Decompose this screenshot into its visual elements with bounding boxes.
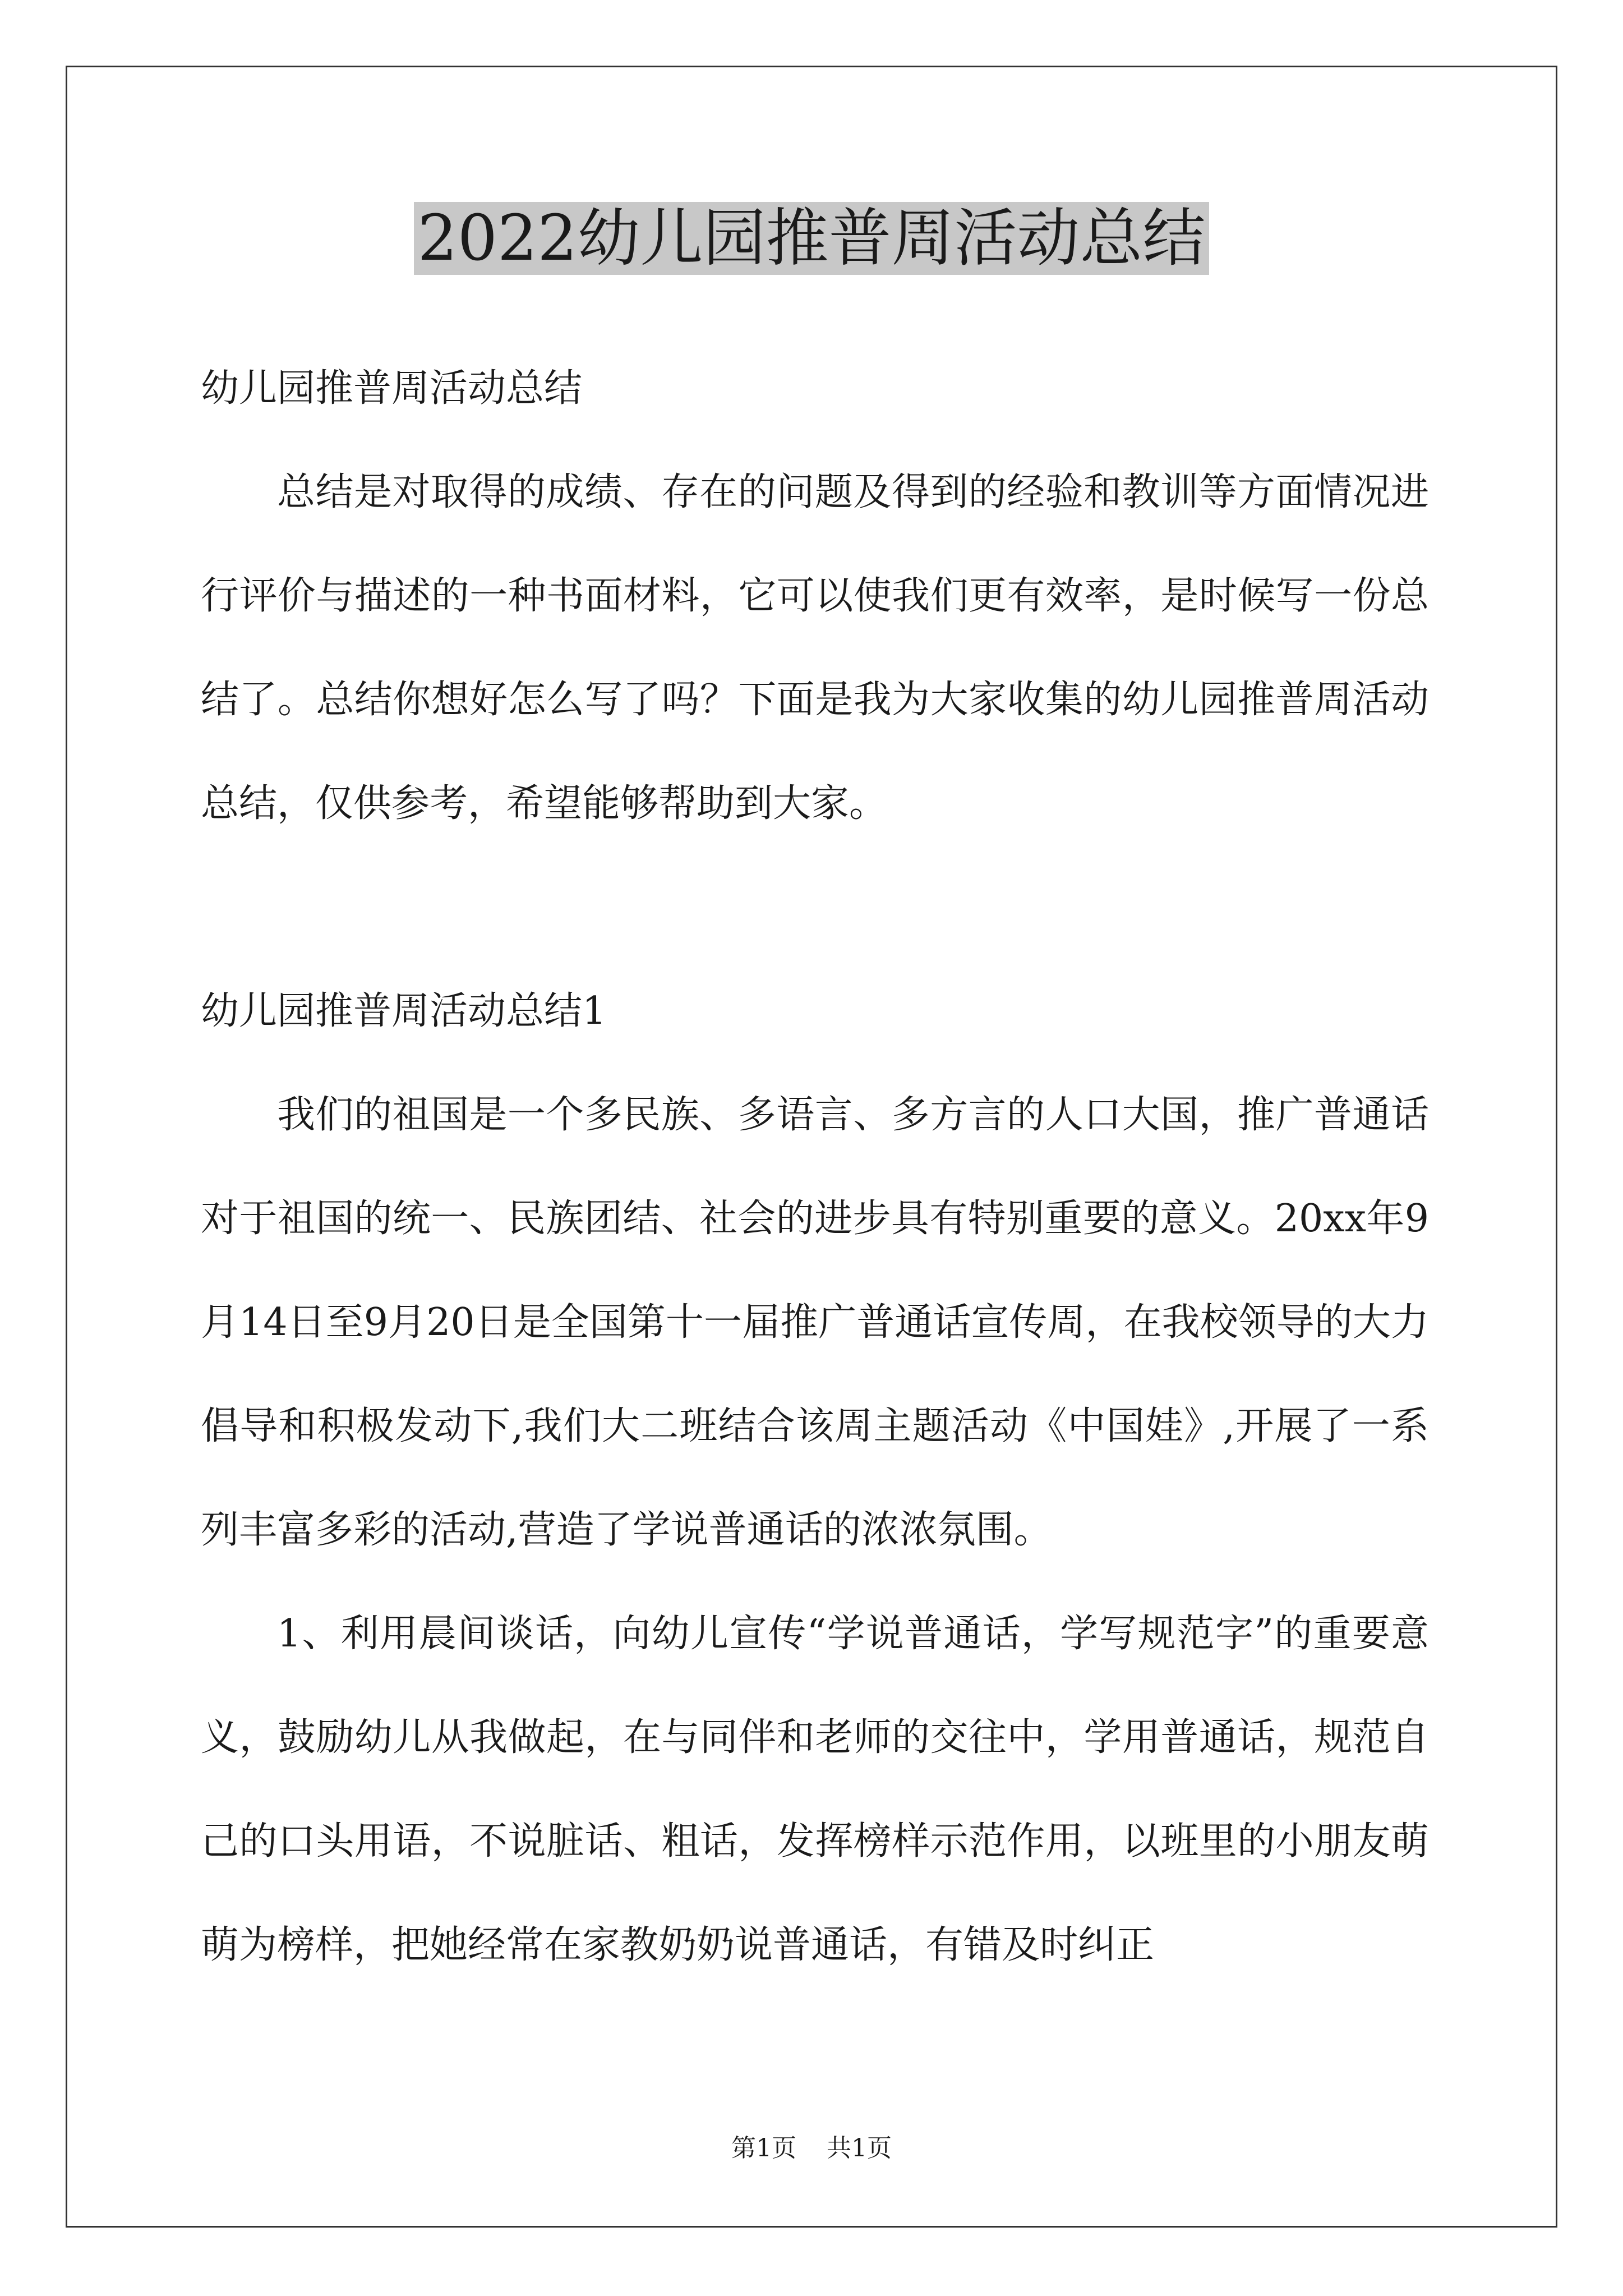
section-heading: 幼儿园推普周活动总结 — [201, 366, 583, 411]
document-title — [0, 196, 1623, 280]
body-paragraph-2: 1、利用晨间谈话，向幼儿宣传“学说普通话，学写规范字”的重要意义，鼓励幼儿从我做起，在与同伴和老师的交往中，学用普通话，规范自己的口头用语，不说脏话、粗话，发挥榜样示范作用，以班里的小朋友萌萌为榜样，把她经常在家教奶奶说普通话，有错及时纠正 — [201, 1612, 1429, 1967]
intro-paragraph: 总结是对取得的成绩、存在的问题及得到的经验和教训等方面情况进行评价与描述的一种书面材料，它可以使我们更有效率，是时候写一份总结了。总结你想好怎么写了吗？下面是我为大家收集的幼儿园推普周活动总结，仅供参考，希望能够帮助到大家。 — [201, 470, 1429, 826]
subsection-heading: 幼儿园推普周活动总结1 — [201, 989, 607, 1033]
document-body — [201, 337, 1429, 1997]
page-number-current: 第1页 — [731, 2134, 796, 2162]
paragraph-spacer — [201, 855, 1429, 959]
document-title-text: 2022幼儿园推普周活动总结 — [414, 202, 1209, 275]
page-number-total: 共1页 — [827, 2134, 892, 2162]
body-paragraph-1: 我们的祖国是一个多民族、多语言、多方言的人口大国，推广普通话对于祖国的统一、民族团结、社会的进步具有特别重要的意义。20xx年9月14日至9月20日是全国第十一届推广普通话宣传周，在我校领导的大力倡导和积极发动下,我们大二班结合该周主题活动《中国娃》,开展了一系列丰富多彩的活动,营造了学说普通话的浓浓氛围。 — [201, 1093, 1429, 1552]
page-footer — [0, 2132, 1623, 2165]
